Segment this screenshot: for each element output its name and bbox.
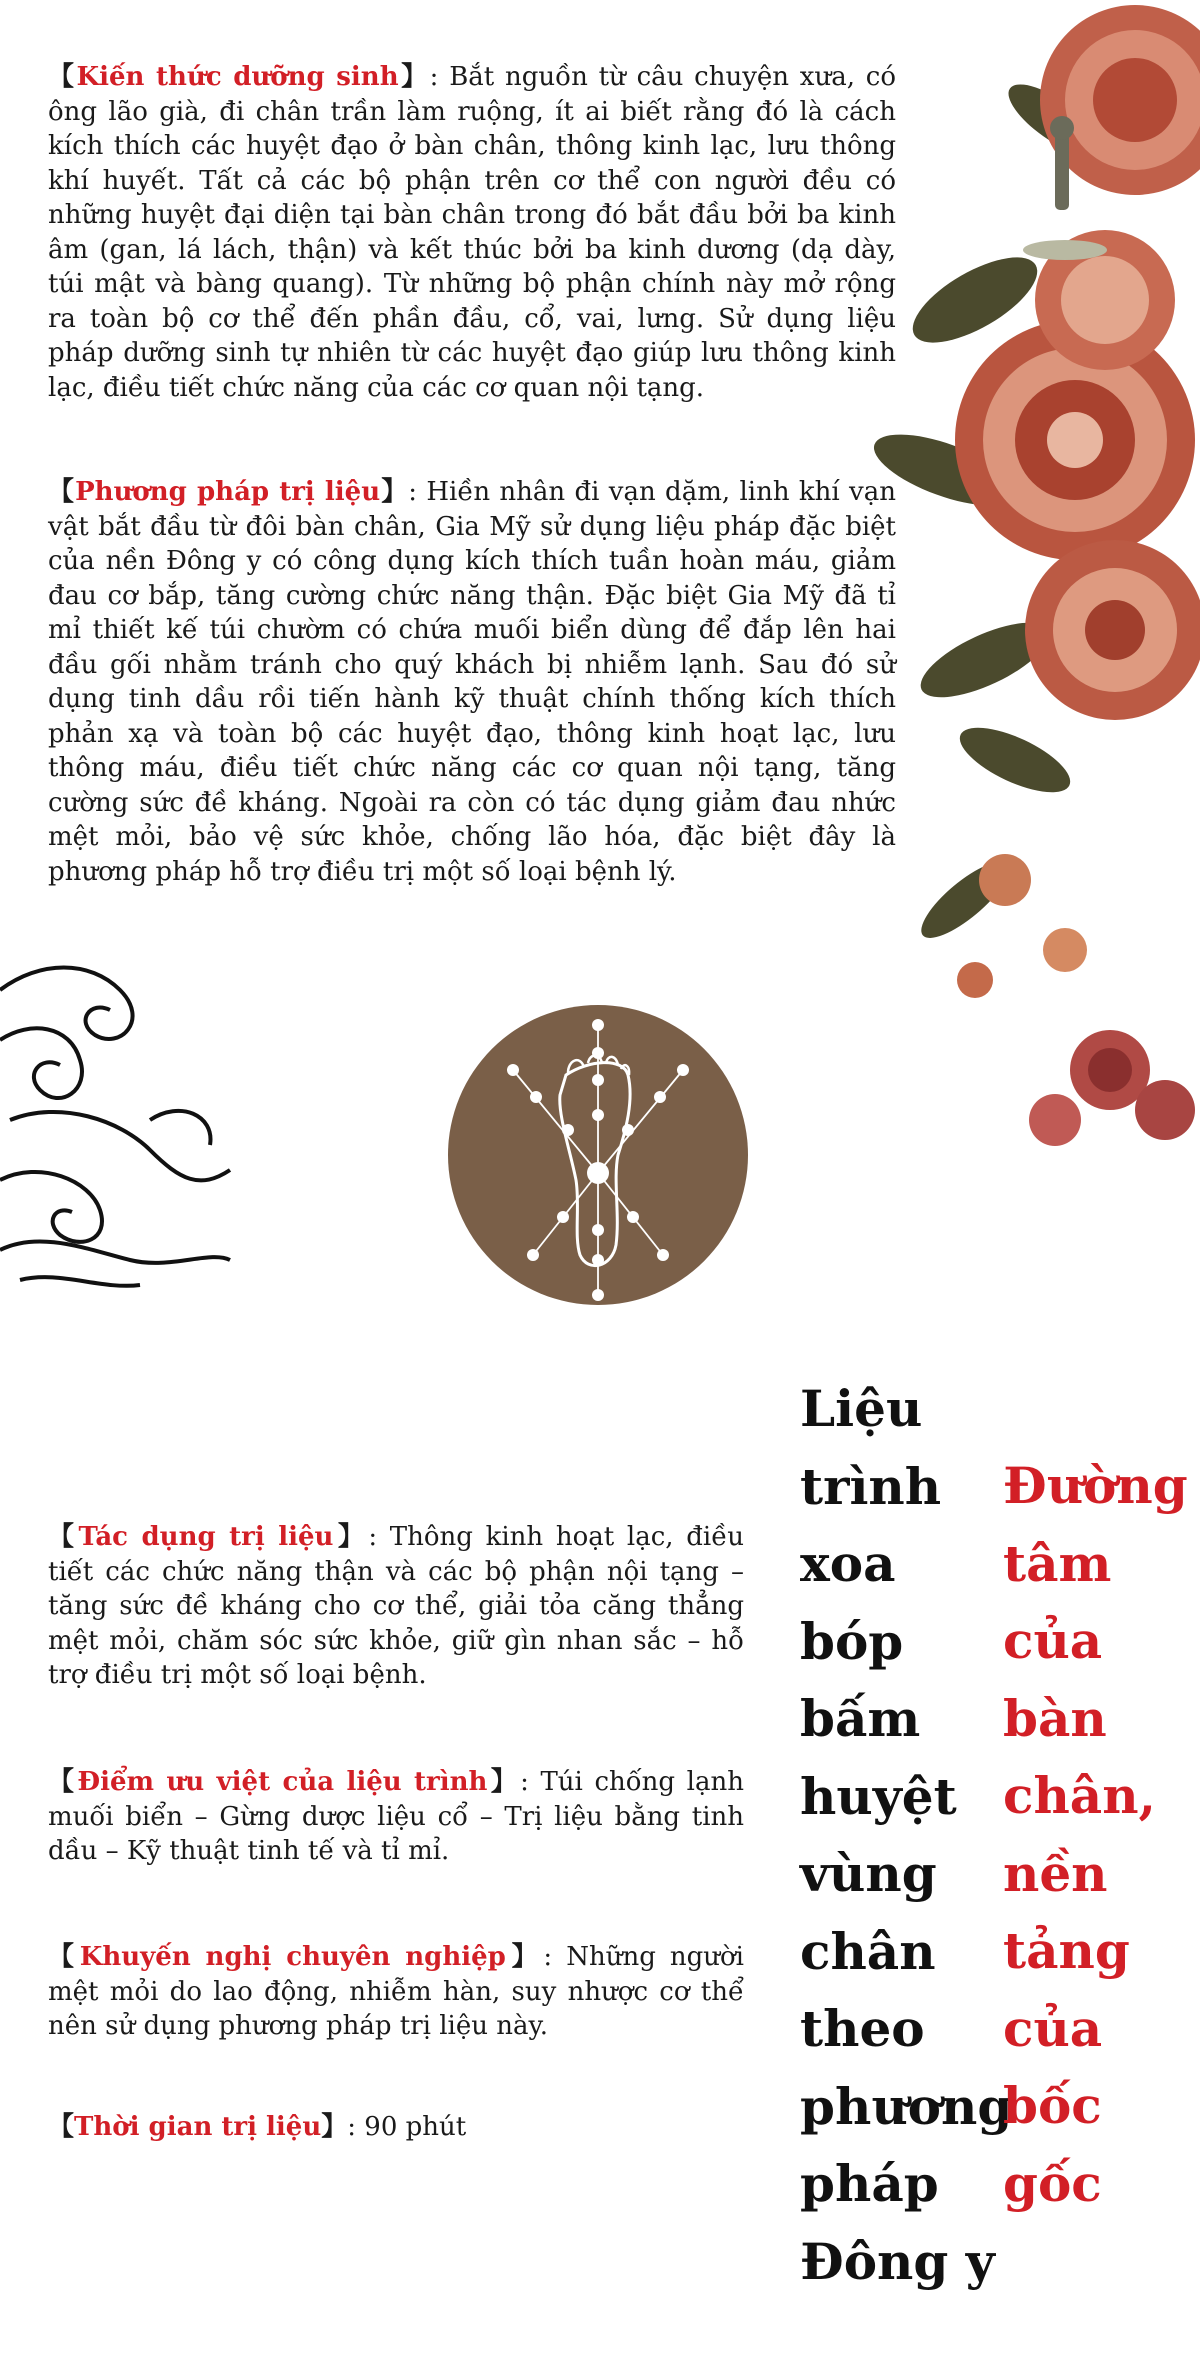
subtitle-word: của <box>1003 1998 1103 2058</box>
section-knowledge: 【Kiến thức dưỡng sinh】: Bắt nguồn từ câu chuyện xưa, có ông lão già, đi chân trần làm ruộng, ít ai biết rằng đó là cách kích thích các huyệt đạo ở bàn chân, thông kinh lạc, lưu thông khí huyết. Tất cả các bộ phận trên cơ thể con người đều có những huyệt đại diện tại bàn chân trong đó bắt đầu bởi ba kinh âm (gan, lá lách, thận) và kết thúc bởi ba kinh dương (dạ dày, túi mật và bàng quang). Từ những bộ phận chính này mở rộng ra toàn bộ cơ thể đến phần đầu, cổ, vai, lưng. Sử dụng liệu pháp dưỡng sinh tự nhiên từ các huyệt đạo giúp lưu thông kinh lạc, điều tiết chức năng của các cơ quan nội tạng. <box>48 62 896 403</box>
title-word: huyệt <box>800 1766 957 1826</box>
section-body: : Những người mệt mỏi do lao động, nhiễm hàn, suy nhược cơ thể nên sử dụng phương pháp trị liệu này. <box>48 1942 744 2041</box>
section-body: : Thông kinh hoạt lạc, điều tiết các chức năng thận và các bộ phận nội tạng – tăng sức đề kháng cho cơ thể, giải tỏa căng thẳng mệt mỏi, chăm sóc sức khỏe, giữ gìn nhan sắc – hỗ trợ điều trị một số loại bệnh. <box>48 1522 744 1690</box>
section-heading: Điểm ưu việt của liệu trình <box>77 1767 488 1797</box>
subtitle-word: tâm <box>1003 1533 1112 1593</box>
section-body: : 90 phút <box>347 2112 467 2142</box>
section-duration: 【Thời gian trị liệu】: 90 phút <box>48 2112 467 2142</box>
title-word: Liệu <box>800 1379 923 1438</box>
title-word: chân <box>800 1921 936 1981</box>
section-heading: Tác dụng trị liệu <box>78 1522 334 1552</box>
subtitle-word: nền <box>1003 1843 1108 1903</box>
title-word: theo <box>800 1999 925 2058</box>
title-word: bóp <box>800 1611 904 1671</box>
section-advantages: 【Điểm ưu việt của liệu trình】: Túi chống lạnh muối biển – Gừng dược liệu cổ – Trị liệu bằng tinh dầu – Kỹ thuật tinh tế và tỉ mỉ. <box>48 1767 744 1866</box>
section-effects: 【Tác dụng trị liệu】: Thông kinh hoạt lạc, điều tiết các chức năng thận và các bộ phận nội tạng – tăng sức đề kháng cho cơ thể, giải tỏa căng thẳng mệt mỏi, chăm sóc sức khỏe, giữ gìn nhan sắc – hỗ trợ điều trị một số loại bệnh. <box>48 1522 744 1690</box>
section-method: 【Phương pháp trị liệu】: Hiền nhân đi vạn dặm, linh khí vạn vật bắt đầu từ đôi bàn chân, Gia Mỹ sử dụng liệu pháp đặc biệt của nền Đông y có công dụng kích thích tuần hoàn máu, giảm đau cơ bắp, tăng cường chức năng thận. Đặc biệt Gia Mỹ đã tỉ mỉ thiết kế túi chườm có chứa muối biển dùng để đắp lên hai đầu gối nhằm tránh cho quý khách bị nhiễm lạnh. Sau đó sử dụng tinh dầu rồi tiến hành kỹ thuật chính thống kích thích phản xạ và toàn bộ các huyệt đạo, thông kinh hoạt lạc, lưu thông máu, điều tiết chức năng các cơ quan nội tạng, tăng cường sức đề kháng. Ngoài ra còn có tác dụng giảm đau nhức mệt mỏi, bảo vệ sức khỏe, chống lão hóa, đặc biệt đây là phương pháp hỗ trợ điều trị một số loại bệnh lý. <box>48 477 896 887</box>
section-body: : Bắt nguồn từ câu chuyện xưa, có ông lão già, đi chân trần làm ruộng, ít ai biết rằng đó là cách kích thích các huyệt đạo ở bàn chân, thông kinh lạc, lưu thông khí huyết. Tất cả các bộ phận trên cơ thể con người đều có những huyệt đại diện tại bàn chân trong đó bắt đầu bởi ba kinh âm (gan, lá lách, thận) và kết thúc bởi ba kinh dương (dạ dày, túi mật và bàng quang). Từ những bộ phận chính này mở rộng ra toàn bộ cơ thể đến phần đầu, cổ, vai, lưng. Sử dụng liệu pháp dưỡng sinh tự nhiên từ các huyệt đạo giúp lưu thông kinh lạc, điều tiết chức năng của các cơ quan nội tạng. <box>48 62 896 403</box>
section-heading: Thời gian trị liệu <box>74 2112 322 2142</box>
section-body: : Hiền nhân đi vạn dặm, linh khí vạn vật bắt đầu từ đôi bàn chân, Gia Mỹ sử dụng liệu pháp đặc biệt của nền Đông y có công dụng kích thích tuần hoàn máu, giảm đau cơ bắp, tăng cường chức năng thận. Đặc biệt Gia Mỹ đã tỉ mỉ thiết kế túi chườm có chứa muối biển dùng để đắp lên hai đầu gối nhằm tránh cho quý khách bị nhiễm lạnh. Sau đó sử dụng tinh dầu rồi tiến hành kỹ thuật chính thống kích thích phản xạ và toàn bộ các huyệt đạo, thông kinh hoạt lạc, lưu thông máu, điều tiết chức năng các cơ quan nội tạng, tăng cường sức đề kháng. Ngoài ra còn có tác dụng giảm đau nhức mệt mỏi, bảo vệ sức khỏe, chống lão hóa, đặc biệt đây là phương pháp hỗ trợ điều trị một số loại bệnh lý. <box>48 477 896 887</box>
section-heading: Khuyến nghị chuyên nghiệp <box>79 1942 506 1972</box>
vertical-title <box>800 1370 1012 2300</box>
subtitle-word: bốc <box>1003 2076 1102 2135</box>
title-word: Đông y <box>800 2231 995 2291</box>
vertical-subtitle <box>1003 1447 1188 2222</box>
subtitle-word: tảng <box>1003 1921 1130 1980</box>
title-word: trình <box>800 1456 942 1516</box>
subtitle-word: Đường <box>1003 1456 1188 1515</box>
subtitle-word: bàn <box>1003 1688 1107 1748</box>
subtitle-word: gốc <box>1003 2153 1102 2213</box>
subtitle-word: của <box>1003 1611 1103 1670</box>
subtitle-word: chân, <box>1003 1766 1156 1825</box>
section-recommendation: 【Khuyến nghị chuyên nghiệp】: Những người mệt mỏi do lao động, nhiễm hàn, suy nhược cơ thể nên sử dụng phương pháp trị liệu này. <box>48 1942 744 2041</box>
title-word: bấm <box>800 1689 921 1748</box>
title-word: vùng <box>800 1844 937 1903</box>
peony-flower-decoration <box>905 0 1200 1180</box>
title-word: pháp <box>800 2154 939 2213</box>
section-heading: Kiến thức dưỡng sinh <box>76 62 399 92</box>
cloud-swirl-decoration <box>0 950 240 1310</box>
foot-reflexology-icon <box>448 1005 748 1305</box>
title-word: xoa <box>800 1534 896 1593</box>
section-body: : Túi chống lạnh muối biển – Gừng dược liệu cổ – Trị liệu bằng tinh dầu – Kỹ thuật tinh tế và tỉ mỉ. <box>48 1767 744 1866</box>
title-word: phương <box>800 2076 1013 2136</box>
section-heading: Phương pháp trị liệu <box>75 477 381 507</box>
